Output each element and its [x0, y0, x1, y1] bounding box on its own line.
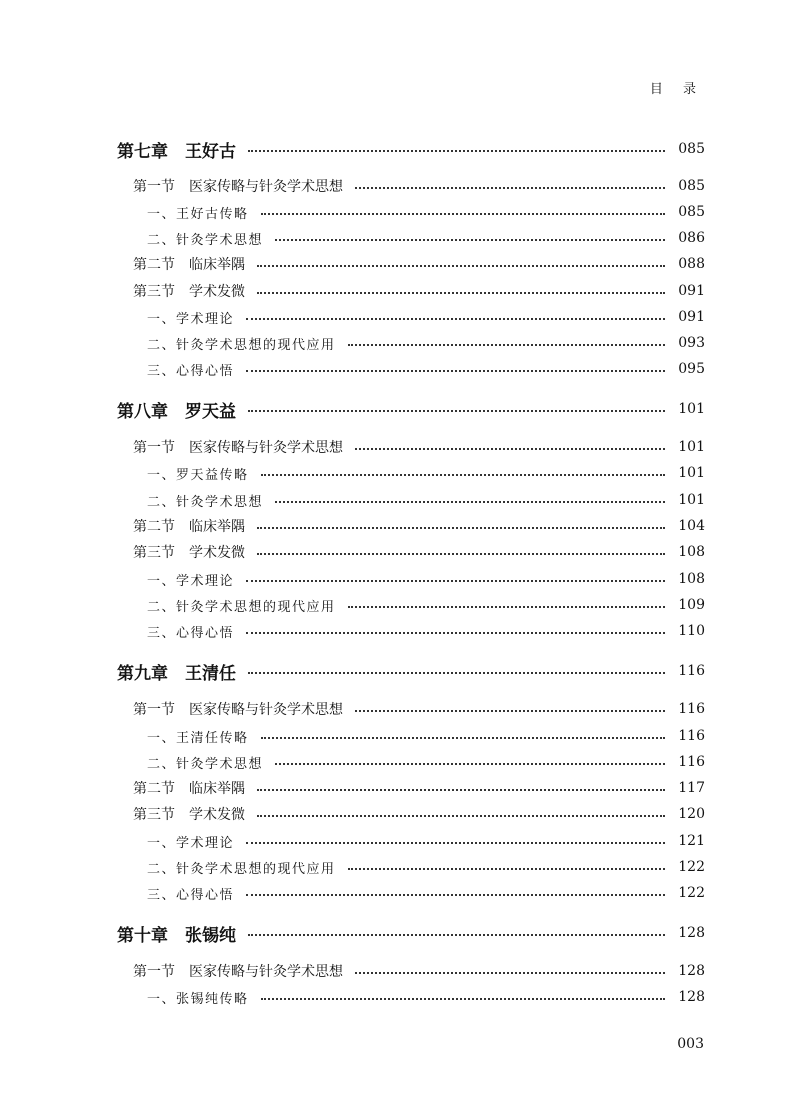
dot-leader: [355, 187, 665, 189]
entry-page: 128: [678, 989, 705, 1005]
entry-title: 一、学术理论: [147, 835, 235, 851]
entry-page: 085: [678, 178, 705, 194]
dot-leader: [261, 998, 665, 1000]
entry-page: 116: [678, 663, 705, 679]
dot-leader: [257, 292, 665, 294]
toc-entry-ch[interactable]: [0, 138, 705, 160]
toc-entry-sec[interactable]: [0, 280, 705, 302]
entry-title: 一、王清任传略: [147, 730, 249, 746]
toc-entry-sec[interactable]: [0, 777, 705, 799]
entry-page: 091: [678, 283, 705, 299]
dot-leader: [246, 370, 665, 372]
toc-entry-sub[interactable]: [0, 462, 705, 484]
dot-leader: [275, 763, 665, 765]
toc-entry-sub[interactable]: [0, 594, 705, 616]
running-header: 目 录: [649, 82, 704, 97]
entry-title: 三、心得心悟: [147, 363, 235, 379]
entry-title: 第十章 张锡纯: [117, 925, 236, 946]
toc-entry-sub[interactable]: [0, 830, 705, 852]
toc-entry-sub[interactable]: [0, 725, 705, 747]
entry-page: 116: [678, 754, 705, 770]
entry-page: 121: [678, 833, 705, 849]
dot-leader: [257, 553, 665, 555]
entry-title: 第八章 罗天益: [117, 401, 236, 422]
entry-page: 120: [678, 806, 705, 822]
entry-page: 086: [678, 230, 705, 246]
toc-entry-ch[interactable]: [0, 922, 705, 944]
entry-title: 第三节 学术发微: [133, 284, 245, 300]
toc-entry-sub[interactable]: [0, 882, 705, 904]
dot-leader: [248, 150, 665, 152]
entry-page: 128: [678, 963, 705, 979]
toc-entry-sub[interactable]: [0, 227, 705, 249]
entry-page: 128: [678, 925, 705, 941]
dot-leader: [355, 710, 665, 712]
entry-page: 088: [678, 256, 705, 272]
toc-entry-sec[interactable]: [0, 698, 705, 720]
entry-title: 一、学术理论: [147, 311, 235, 327]
entry-page: 085: [678, 204, 705, 220]
entry-title: 第三节 学术发微: [133, 545, 245, 561]
dot-leader: [246, 842, 665, 844]
dot-leader: [257, 815, 665, 817]
dot-leader: [348, 344, 665, 346]
dot-leader: [246, 318, 665, 320]
toc-entry-sec[interactable]: [0, 175, 705, 197]
toc-entry-sec[interactable]: [0, 515, 705, 537]
entry-title: 第七章 王好古: [117, 141, 236, 162]
entry-page: 108: [678, 544, 705, 560]
entry-title: 第一节 医家传略与针灸学术思想: [133, 179, 343, 195]
entry-page: 109: [678, 597, 705, 613]
dot-leader: [275, 239, 665, 241]
entry-page: 093: [678, 335, 705, 351]
dot-leader: [248, 672, 665, 674]
toc-entry-sec[interactable]: [0, 803, 705, 825]
toc-entry-sub[interactable]: [0, 620, 705, 642]
entry-title: 第二节 临床举隅: [133, 519, 245, 535]
entry-title: 一、王好古传略: [147, 206, 249, 222]
entry-page: 101: [678, 439, 705, 455]
dot-leader: [257, 527, 665, 529]
toc-entry-sub[interactable]: [0, 568, 705, 590]
entry-page: 117: [678, 780, 705, 796]
entry-page: 122: [678, 885, 705, 901]
entry-title: 二、针灸学术思想: [147, 494, 264, 510]
toc-entry-sub[interactable]: [0, 751, 705, 773]
entry-title: 第一节 医家传略与针灸学术思想: [133, 964, 343, 980]
entry-title: 二、针灸学术思想的现代应用: [147, 861, 336, 877]
toc-entry-ch[interactable]: [0, 398, 705, 420]
entry-page: 122: [678, 859, 705, 875]
dot-leader: [246, 632, 665, 634]
toc-entry-sub[interactable]: [0, 856, 705, 878]
dot-leader: [261, 213, 665, 215]
entry-title: 一、学术理论: [147, 573, 235, 589]
toc-entry-sec[interactable]: [0, 436, 705, 458]
dot-leader: [355, 448, 665, 450]
entry-title: 二、针灸学术思想: [147, 232, 264, 248]
toc-entry-sec[interactable]: [0, 253, 705, 275]
toc-entry-sub[interactable]: [0, 489, 705, 511]
entry-title: 一、张锡纯传略: [147, 991, 249, 1007]
dot-leader: [275, 501, 665, 503]
toc-entry-sec[interactable]: [0, 541, 705, 563]
toc-entry-sub[interactable]: [0, 332, 705, 354]
entry-page: 085: [678, 141, 705, 157]
entry-page: 104: [678, 518, 705, 534]
toc-entry-sub[interactable]: [0, 358, 705, 380]
dot-leader: [348, 606, 665, 608]
entry-title: 二、针灸学术思想的现代应用: [147, 599, 336, 615]
dot-leader: [348, 868, 665, 870]
entry-title: 三、心得心悟: [147, 887, 235, 903]
dot-leader: [246, 580, 665, 582]
dot-leader: [248, 934, 665, 936]
dot-leader: [261, 474, 665, 476]
entry-page: 116: [678, 728, 705, 744]
entry-page: 108: [678, 571, 705, 587]
entry-title: 第三节 学术发微: [133, 807, 245, 823]
dot-leader: [261, 737, 665, 739]
entry-page: 091: [678, 309, 705, 325]
entry-page: 110: [678, 623, 705, 639]
toc-entry-ch[interactable]: [0, 660, 705, 682]
dot-leader: [246, 894, 665, 896]
entry-page: 101: [678, 492, 705, 508]
entry-title: 第二节 临床举隅: [133, 257, 245, 273]
entry-page: 101: [678, 465, 705, 481]
dot-leader: [355, 972, 665, 974]
dot-leader: [257, 265, 665, 267]
entry-title: 二、针灸学术思想的现代应用: [147, 337, 336, 353]
toc-entry-sub[interactable]: [0, 201, 705, 223]
toc-entry-sub[interactable]: [0, 986, 705, 1008]
entry-title: 第九章 王清任: [117, 663, 236, 684]
entry-title: 第一节 医家传略与针灸学术思想: [133, 440, 343, 456]
dot-leader: [257, 789, 665, 791]
entry-page: 101: [678, 401, 705, 417]
toc-entry-sub[interactable]: [0, 306, 705, 328]
entry-title: 第二节 临床举隅: [133, 781, 245, 797]
entry-title: 二、针灸学术思想: [147, 756, 264, 772]
entry-page: 095: [678, 361, 705, 377]
page-number: 003: [677, 1036, 704, 1052]
dot-leader: [248, 410, 665, 412]
entry-page: 116: [678, 701, 705, 717]
toc-entry-sec[interactable]: [0, 960, 705, 982]
entry-title: 三、心得心悟: [147, 625, 235, 641]
entry-title: 第一节 医家传略与针灸学术思想: [133, 702, 343, 718]
entry-title: 一、罗天益传略: [147, 467, 249, 483]
